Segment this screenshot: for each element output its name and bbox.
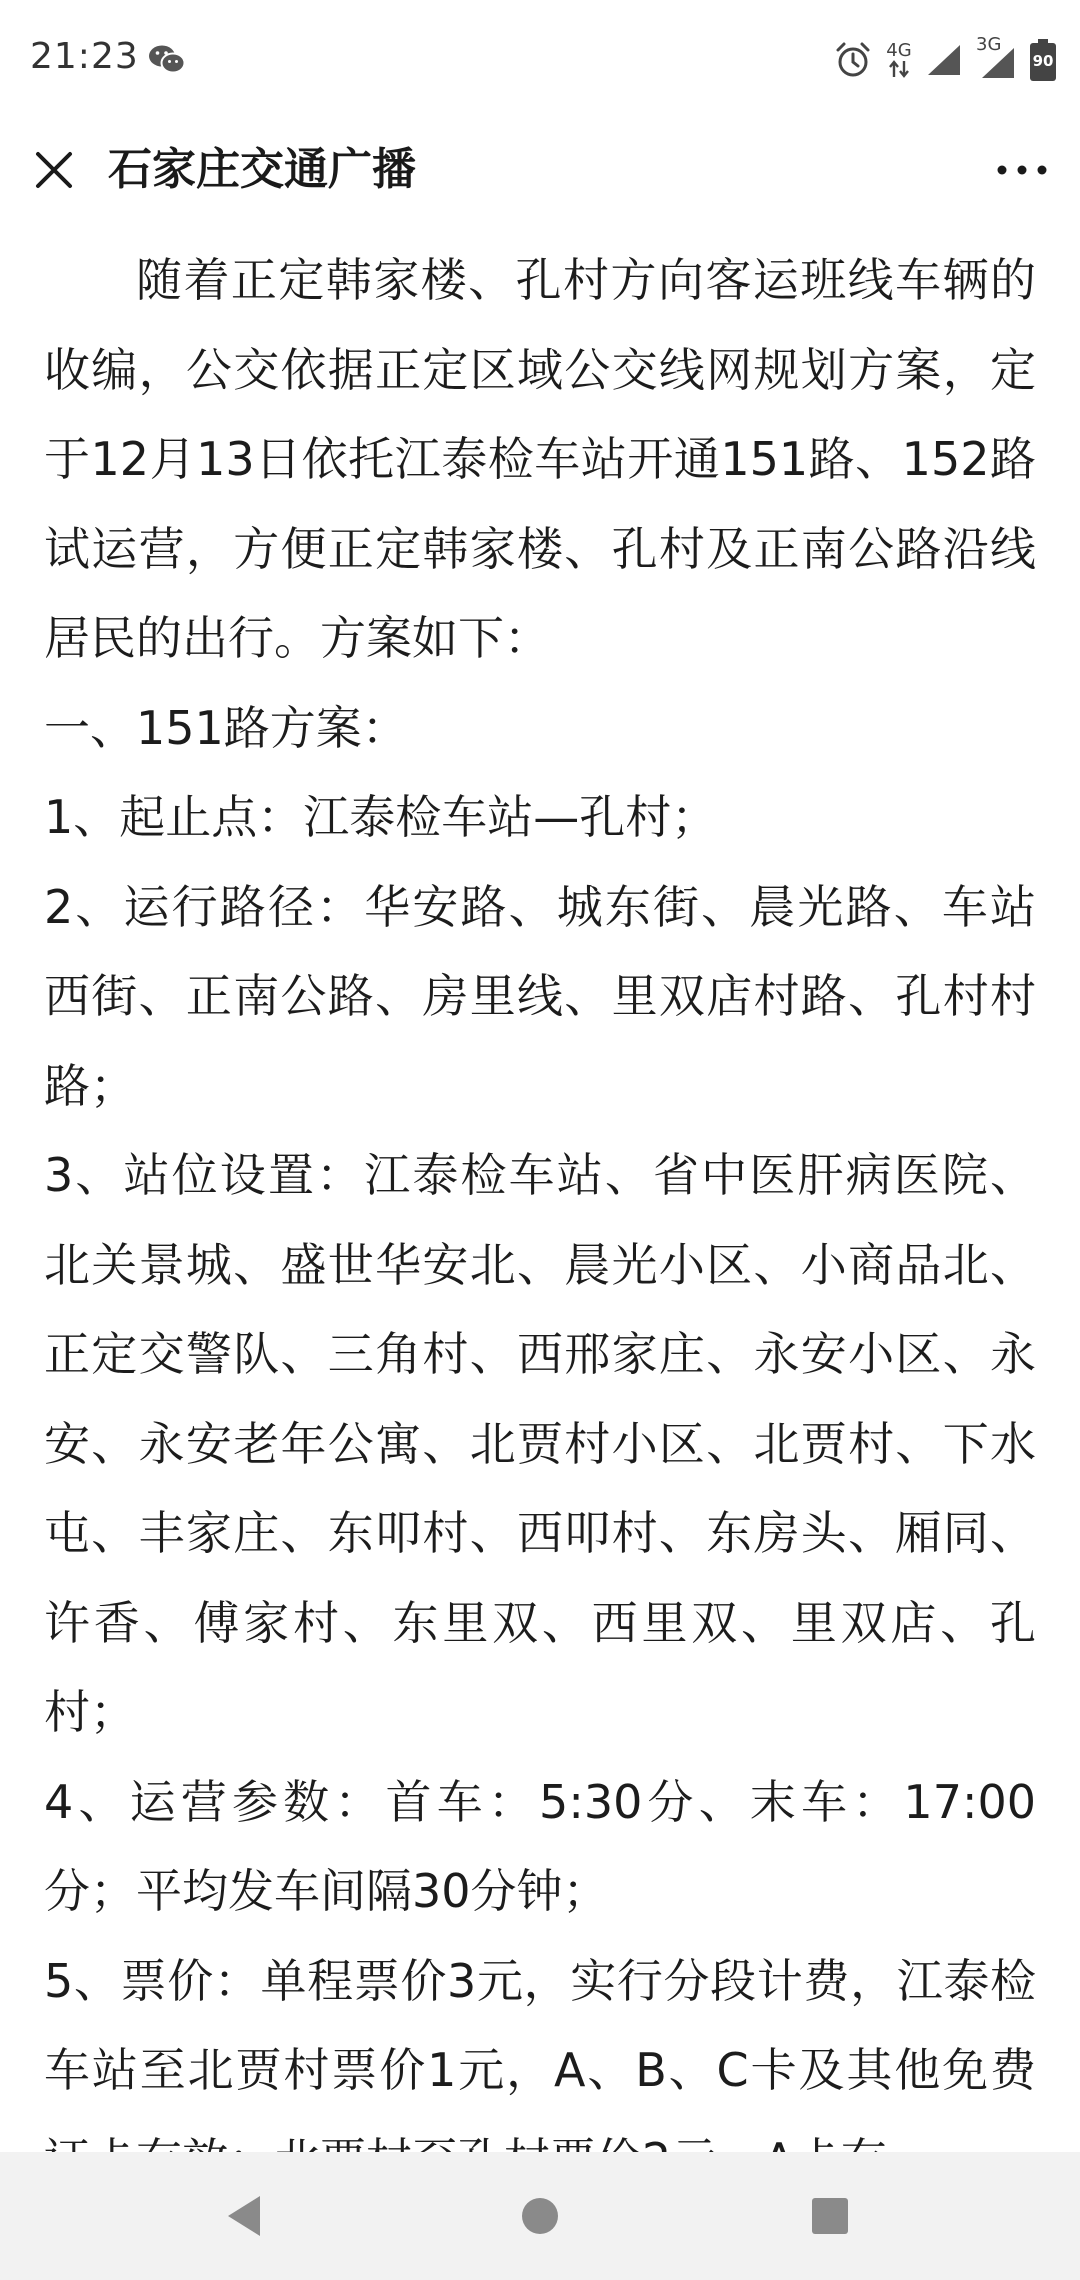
network-3g-indicator [976,34,1016,80]
status-icons [834,34,1056,82]
article-section-heading: 一、151路方案： [44,700,408,755]
recents-square-icon [811,2197,849,2235]
network-3g-label: 3G [976,34,1002,55]
status-time: 21:23 [30,36,139,77]
back-button[interactable] [212,2184,276,2248]
article-paragraph-route: 2、运行路径：华安路、城东街、晨光路、车站西街、正南公路、房里线、里双店村路、孔村村路； [44,879,1036,1113]
article-body [44,236,1036,2205]
home-circle-icon [520,2196,560,2236]
article-paragraph-fares: 5、票价：单程票价3元，实行分段计费，江泰检车站至北贾村票价1元，A、B、C卡及其他免费 [44,1953,1036,2097]
signal-strength-icon-1 [926,43,962,77]
top-navigation-bar [0,120,1080,220]
article-paragraph-stops: 3、站位设置：江泰检车站、省中医肝病医院、北关景城、盛世华安北、晨光小区、小商品北、正定交警队、三角村、西邢家庄、永安小区、永安、永安老年公寓、北贾村小区、北贾村、下水屯、丰家庄、东叩村、西叩村、东房头、厢同、许香、傅家村、东里双、西里双、里双店、孔村； [44,1148,1036,1739]
article-paragraph-schedule: 4、运营参数：首车：5:30分、末车：17:00分；平均发车间隔30分钟； [44,1774,1036,1918]
more-options-button[interactable] [992,142,1052,198]
network-4g-label: 4G [886,40,912,61]
back-triangle-icon [224,2194,264,2238]
data-arrows-icon [888,60,910,78]
alarm-icon [834,41,872,79]
article-paragraph-intro: 随着正定韩家楼、孔村方向客运班线车辆的收编，公交依据正定区域公交线网规划方案，定于12月13日依托江泰检车站开通151路、152路试运营，方便正定韩家楼、孔村及正南公路沿线居民的出行。方案如下： [44,253,1036,665]
page-title: 石家庄交通广播 [108,144,416,195]
home-button[interactable] [508,2184,572,2248]
recents-button[interactable] [798,2184,862,2248]
signal-strength-icon-2 [980,46,1016,80]
battery-level-text: 90 [1032,52,1054,70]
more-dots-icon [996,164,1048,176]
system-navigation-bar [0,2152,1080,2280]
close-button[interactable] [22,138,86,202]
article-paragraph-endpoints: 1、起止点：江泰检车站—孔村； [44,790,718,844]
network-4g-indicator [886,42,912,78]
status-bar [0,0,1080,120]
close-icon [34,150,74,190]
wechat-notification-icon [148,44,186,74]
battery-indicator [1030,39,1056,81]
